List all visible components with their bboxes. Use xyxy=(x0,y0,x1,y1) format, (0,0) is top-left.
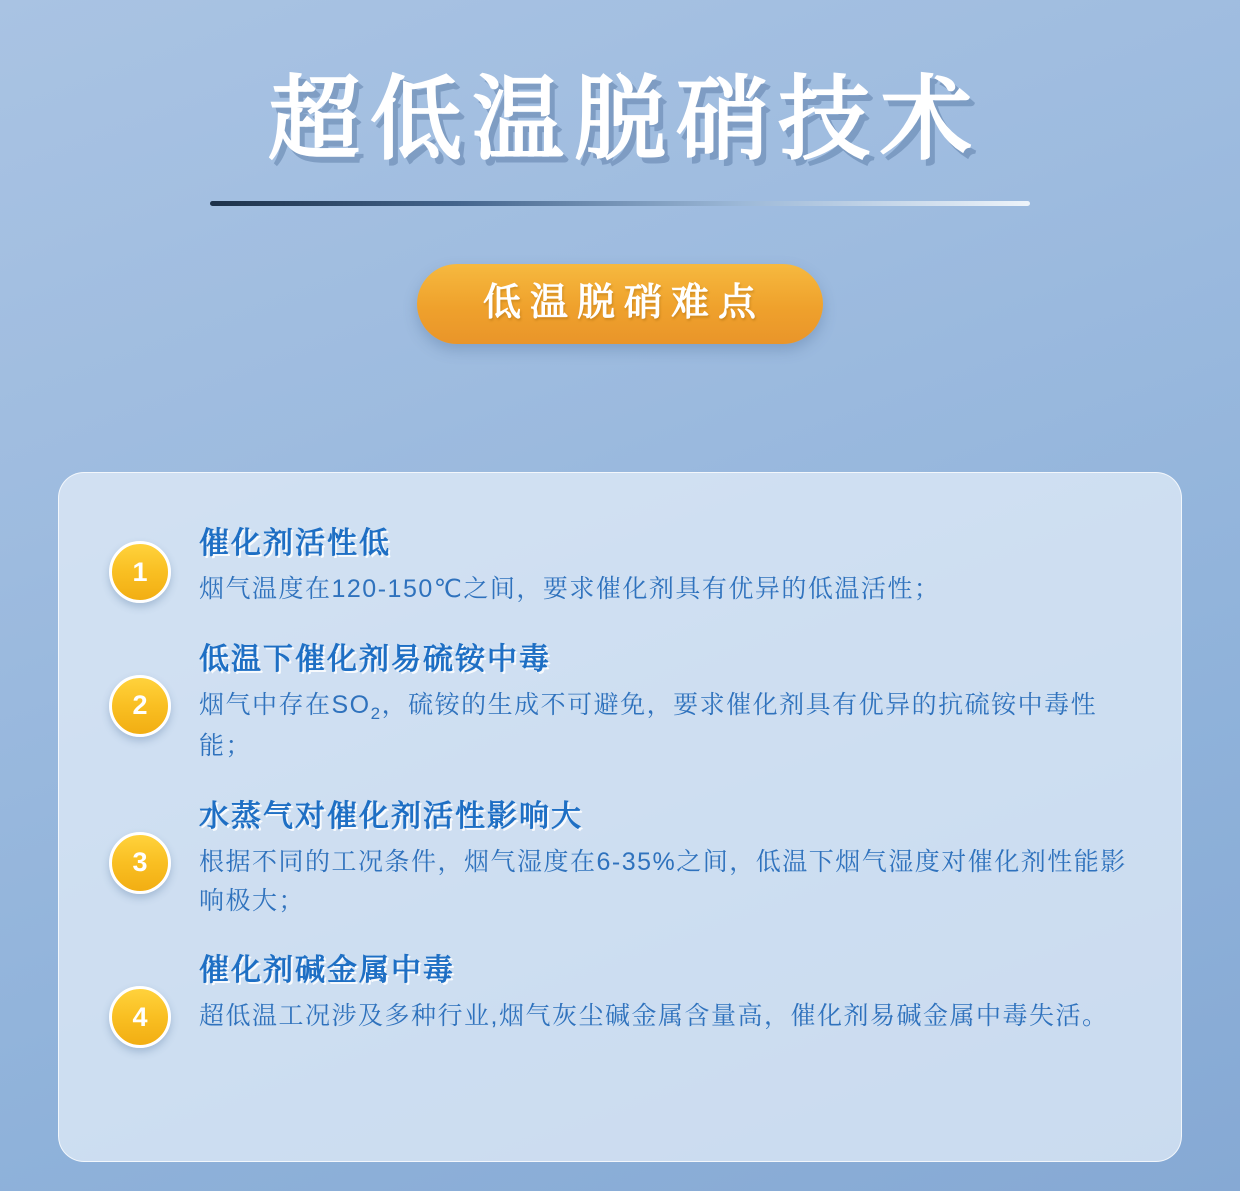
list-item xyxy=(59,519,1181,609)
item-body xyxy=(199,792,1129,921)
item-description-text: 烟气中存在SO xyxy=(199,690,371,719)
item-description-text-cont: ，硫铵的生成不可避免，要求催化剂具有优异的抗硫铵中毒性能； xyxy=(199,690,1098,761)
section-pill xyxy=(417,264,823,344)
item-description xyxy=(199,686,1129,766)
item-number-badge: 2 xyxy=(109,675,171,737)
subscript-2: 2 xyxy=(370,703,382,723)
item-description-text: 根据不同的工况条件，烟气湿度在6-35%之间，低温下烟气湿度对催化剂性能影响极大； xyxy=(199,847,1127,915)
section-pill-label: 低温脱硝难点 xyxy=(482,281,765,324)
item-number-badge: 3 xyxy=(109,832,171,894)
item-body xyxy=(199,635,1129,766)
list-item xyxy=(59,792,1181,921)
item-number-badge: 4 xyxy=(109,986,171,1048)
item-body xyxy=(199,946,1108,1036)
title-divider xyxy=(210,201,1030,206)
page-title: 超低温脱硝技术 xyxy=(267,69,982,171)
section-pill-wrapper xyxy=(0,264,1240,344)
item-title: 催化剂活性低 xyxy=(199,527,391,560)
item-number-badge: 1 xyxy=(109,541,171,603)
item-title: 水蒸气对催化剂活性影响大 xyxy=(199,799,583,833)
item-description-text: 烟气温度在120-150℃之间，要求催化剂具有优异的低温活性； xyxy=(199,575,941,603)
item-description xyxy=(199,570,940,609)
item-title: 低温下催化剂易硫铵中毒 xyxy=(199,642,551,676)
item-title: 催化剂碱金属中毒 xyxy=(199,954,455,988)
difficulty-card xyxy=(58,472,1182,1162)
title-block xyxy=(0,0,1240,206)
difficulty-list xyxy=(59,473,1181,1048)
list-item xyxy=(59,635,1181,766)
item-description-text: 超低温工况涉及多种行业,烟气灰尘碱金属含量高，催化剂易碱金属中毒失活。 xyxy=(199,1002,1109,1031)
item-description xyxy=(199,997,1108,1036)
list-item xyxy=(59,946,1181,1048)
item-body xyxy=(199,519,940,609)
item-description xyxy=(199,843,1129,921)
